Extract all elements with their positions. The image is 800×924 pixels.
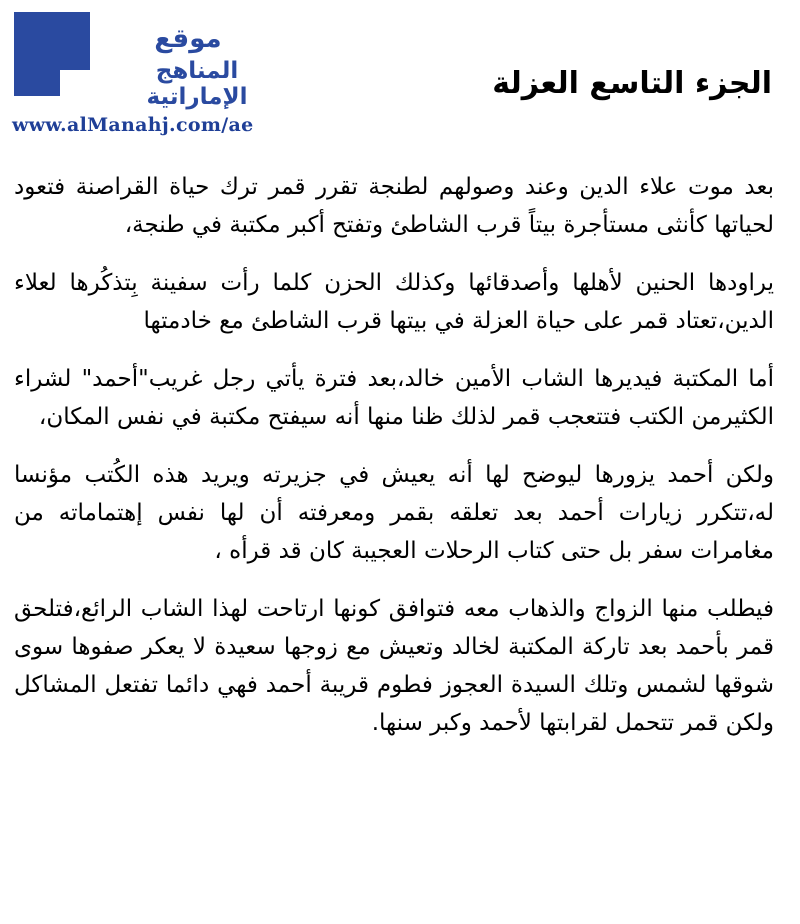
- logo-text-line2: المناهج الإماراتية: [146, 58, 248, 110]
- site-logo[interactable]: [8, 8, 298, 140]
- paragraph: بعد موت علاء الدين وعند وصولهم لطنجة تقرر قمر ترك حياة القراصنة فتعود لحياتها كأنثى مستأجرة بيتاً قرب الشاطئ وتفتح أكبر مكتبة في طنجة،: [14, 174, 774, 238]
- document-body: [14, 168, 774, 762]
- paragraph: ولكن أحمد يزورها ليوضح لها أنه يعيش في جزيرته ويريد هذه الكُتب مؤنسا له،تتكرر زيارات أحمد بعد تعلقه بقمر ومعرفته أن لها نفس إهتماماته من مغامرات سفر بل حتى كتاب الرحلات العجيبة كان قد قرأه ،: [14, 462, 774, 564]
- paragraph: يراودها الحنين لأهلها وأصدقائها وكذلك الحزن كلما رأت سفينة بِتذكُرها لعلاء الدين،تعتاد قمر على حياة العزلة في بيتها قرب الشاطئ مع خادمتها: [14, 270, 774, 334]
- logo-notch: [60, 70, 90, 96]
- logo-url[interactable]: www.alManahj.com/ae: [12, 114, 254, 136]
- paragraph: فيطلب منها الزواج والذهاب معه فتوافق كونها ارتاحت لهذا الشاب الرائع،فتلحق قمر بأحمد بعد تاركة المكتبة لخالد وتعيش مع زوجها سعيدة لا يعكر صفوها سوى شوقها لشمس وتلك السيدة العجوز فطوم قريبة أحمد فهي دائما تفتعل المشاكل ولكن قمر تتحمل لقرابتها لأحمد وكبر سنها.: [14, 596, 774, 736]
- logo-text-line1: موقع: [154, 24, 222, 54]
- page-title: الجزء التاسع العزلة: [492, 66, 772, 101]
- logo-square: [14, 44, 60, 96]
- paragraph: أما المكتبة فيديرها الشاب الأمين خالد،بعد فترة يأتي رجل غريب"أحمد" لشراء الكثيرمن الكتب فتتعجب قمر لذلك ظنا منها أنه سيفتح مكتبة في نفس المكان،: [14, 366, 774, 430]
